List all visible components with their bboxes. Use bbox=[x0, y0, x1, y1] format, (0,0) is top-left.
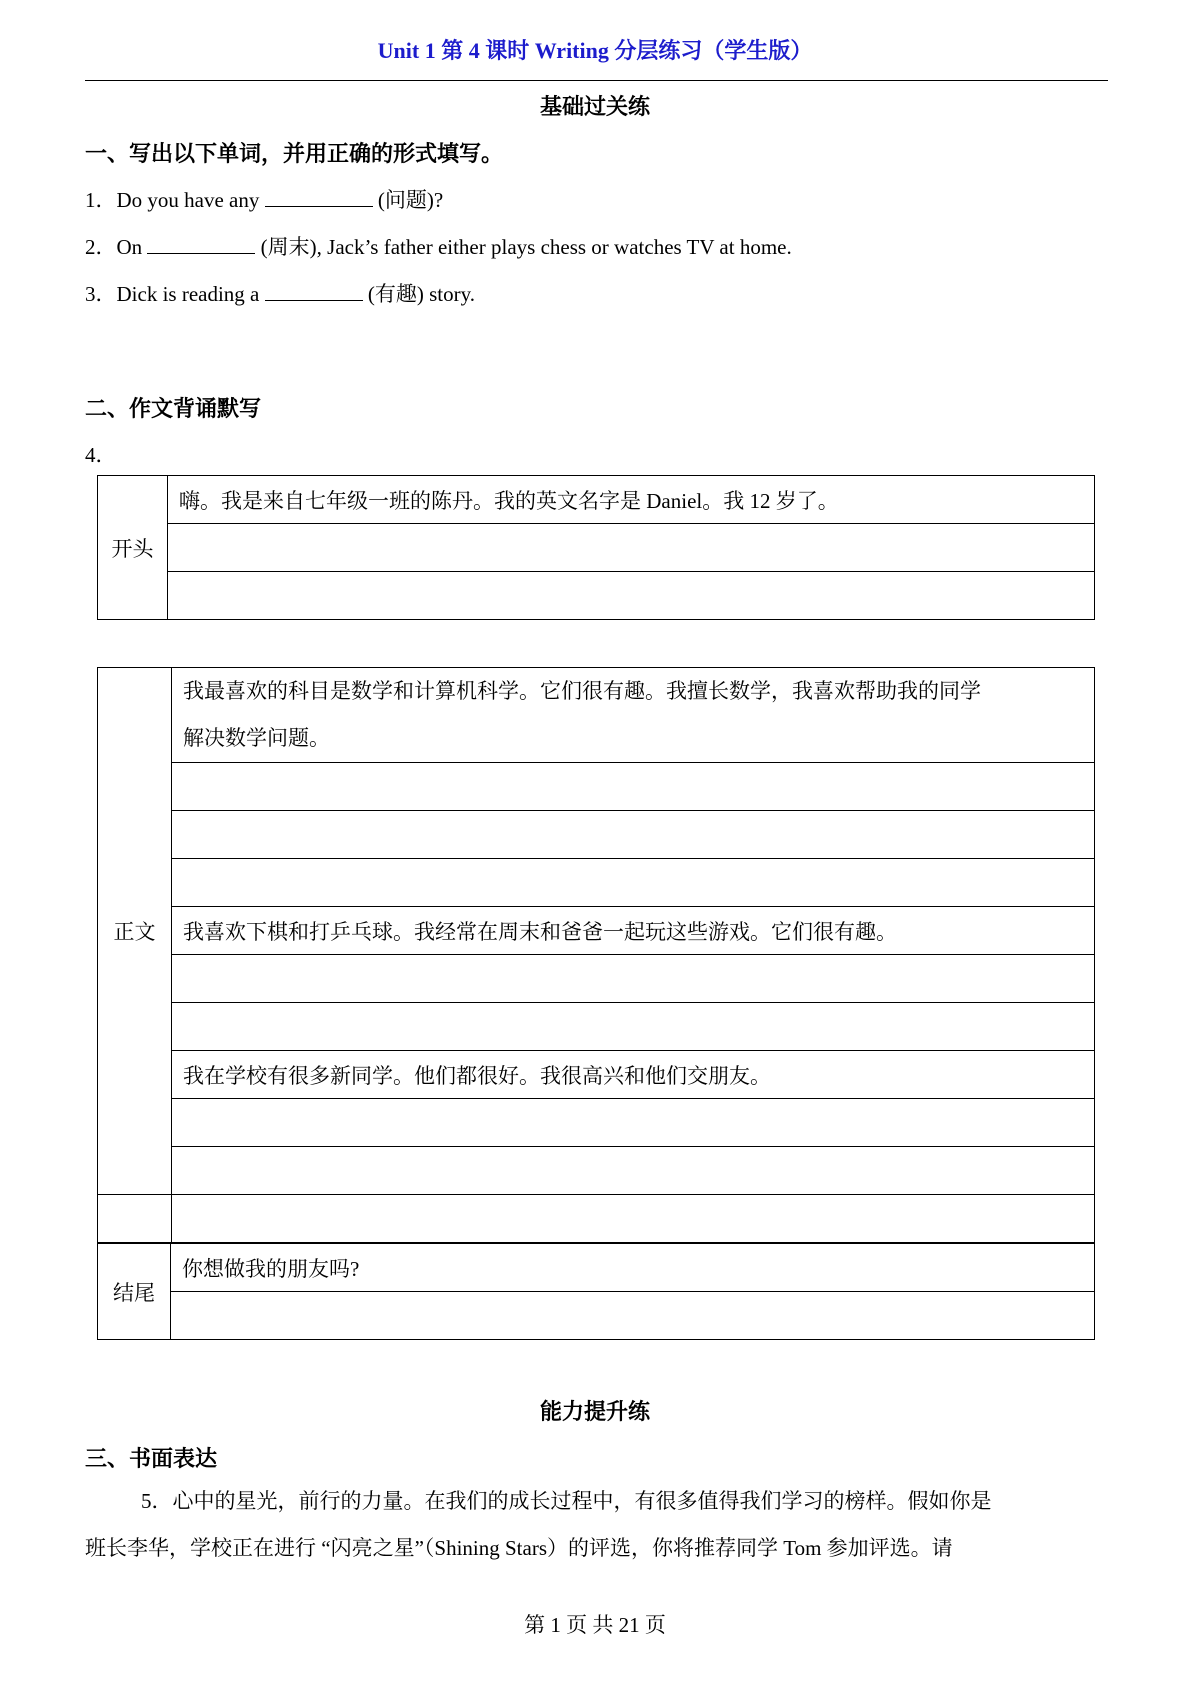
answer-blank-2[interactable] bbox=[147, 233, 255, 254]
body-table bbox=[97, 667, 1095, 1243]
document-title: Unit 1 第 4 课时 Writing 分层练习（学生版） bbox=[377, 38, 813, 63]
body-row-8: 我在学校有很多新同学。他们都很好。我很高兴和他们交朋友。 bbox=[172, 1051, 1095, 1099]
opening-table bbox=[97, 475, 1095, 620]
part-basic-heading: 基础过关练 bbox=[539, 94, 650, 119]
body-blank-row[interactable] bbox=[172, 1099, 1095, 1147]
ending-row-1: 你想做我的朋友吗? bbox=[171, 1244, 1095, 1292]
page-number: 第 1 页 共 21 页 bbox=[524, 1613, 666, 1637]
body-label: 正文 bbox=[98, 668, 172, 1195]
opening-row-1: 嗨。我是来自七年级一班的陈丹。我的英文名字是 Daniel。我 12 岁了。 bbox=[168, 476, 1095, 524]
ending-blank-row[interactable] bbox=[171, 1292, 1095, 1340]
answer-blank-3[interactable] bbox=[265, 280, 363, 301]
header-divider bbox=[85, 80, 1108, 81]
ending-label: 结尾 bbox=[98, 1244, 171, 1340]
body-blank-row[interactable] bbox=[172, 811, 1095, 859]
question-1: 1．Do you have any (问题)? bbox=[85, 188, 444, 212]
opening-blank-row[interactable] bbox=[168, 524, 1095, 572]
question-3: 3．Dick is reading a (有趣) story. bbox=[85, 282, 475, 306]
body-blank-row[interactable] bbox=[172, 955, 1095, 1003]
ending-table bbox=[97, 1243, 1095, 1340]
section-2-title: 二、作文背诵默写 bbox=[85, 396, 262, 421]
body-blank-row[interactable] bbox=[172, 1147, 1095, 1195]
body-empty-label-cell bbox=[98, 1195, 172, 1243]
body-blank-row[interactable] bbox=[172, 763, 1095, 811]
question-5-text: 5．心中的星光，前行的力量。在我们的成长过程中，有很多值得我们学习的榜样。假如你是 班长李华，学校正在进行 “闪亮之星”（Shining Stars）的评选，你将推荐同学 Tom 参加评选。请 bbox=[85, 1489, 992, 1560]
part-advanced-heading: 能力提升练 bbox=[539, 1399, 650, 1424]
body-row-5: 我喜欢下棋和打乒乓球。我经常在周末和爸爸一起玩这些游戏。它们很有趣。 bbox=[172, 907, 1095, 955]
body-row-1: 我最喜欢的科目是数学和计算机科学。它们很有趣。我擅长数学，我喜欢帮助我的同学 解决数学问题。 bbox=[172, 668, 1095, 763]
question-4-number: 4． bbox=[85, 443, 117, 467]
section-1-title: 一、写出以下单词，并用正确的形式填写。 bbox=[85, 141, 504, 166]
question-2: 2．On (周末), Jack’s father either plays chess or watches TV at home. bbox=[85, 235, 792, 259]
answer-blank-1[interactable] bbox=[265, 186, 373, 207]
opening-label: 开头 bbox=[98, 476, 168, 620]
section-3-title: 三、书面表达 bbox=[85, 1446, 218, 1471]
body-blank-row[interactable] bbox=[172, 1003, 1095, 1051]
body-blank-row[interactable] bbox=[172, 859, 1095, 907]
opening-blank-row[interactable] bbox=[168, 572, 1095, 620]
body-blank-row[interactable] bbox=[172, 1195, 1095, 1243]
